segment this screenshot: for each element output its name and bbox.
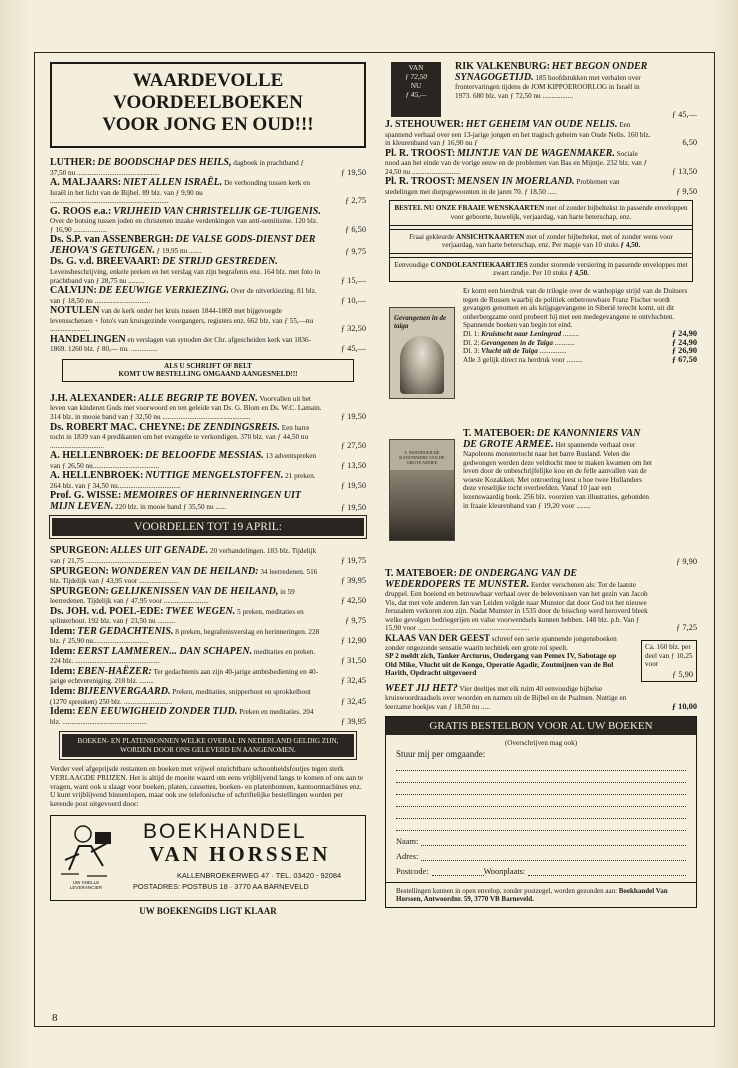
- item-title: DE STRIJD GESTREDEN.: [161, 256, 278, 268]
- item-price: ƒ 9,50: [676, 186, 697, 196]
- book-item: [50, 257, 366, 285]
- item-price: ƒ 12,90: [340, 636, 366, 646]
- item-price: ƒ 9,90: [676, 557, 697, 567]
- item-author: Ds. ROBERT MAC. CHEYNE:: [50, 421, 186, 433]
- row-label: Alle 3 gelijk direct na herdruk voor: [463, 355, 565, 364]
- right-column: [385, 62, 697, 908]
- book-item: [50, 451, 366, 470]
- item-description: dagboek in prachtband ƒ 37,50 nu ..............................................: [50, 159, 305, 177]
- item-title: DE ONDERGANG VAN DE WEDERDOPERS TE MUNSTER.: [385, 568, 578, 590]
- postcode-city-field[interactable]: [396, 861, 686, 876]
- trilogy-price-row: [463, 347, 697, 356]
- wenskaarten-card: [389, 200, 693, 225]
- item-title: WEET JIJ HET?: [385, 682, 458, 694]
- order-line[interactable]: [396, 795, 686, 807]
- card-title: BESTEL NU ONZE FRAAIE WENSKAARTEN: [394, 204, 545, 213]
- item-price: ƒ 19,50: [340, 502, 366, 512]
- item-price: ƒ 19,50: [340, 480, 366, 490]
- row-dots: ...............: [539, 347, 567, 356]
- cover-title: Gevangenen in de taiga: [394, 314, 447, 331]
- item-author: Idem:: [50, 665, 76, 677]
- headline-line-3: VOOR JONG EN OUD!!!: [102, 114, 314, 135]
- item-description: in 59 leerredenen. Tijdelijk van ƒ 47,95 voor .........................: [50, 587, 295, 606]
- call-notice-line-1: ALS U SCHRIJFT OF BELT: [164, 362, 252, 371]
- item-author: Ds. G. v.d. BREEVAART:: [50, 256, 161, 268]
- badge-nu-price: ƒ 45,—: [405, 90, 427, 99]
- book-list-right: [385, 120, 697, 196]
- item-description: Sociale nood aan het einde van de vorige eeuw en de problemen van Bas en Mijntje. 232 blz. van ƒ 24,50 nu ...........................: [385, 149, 648, 176]
- call-notice-line-2: KOMT UW BESTELLING OMGAAND AANGESNELD!!!: [118, 370, 298, 379]
- price-box-price: ƒ 5,90: [672, 669, 693, 679]
- cover-title: T. MATEBOER DE KANONNIERS VAN DE GROTE ARMEE: [399, 450, 445, 466]
- item-author: Prof. G. WISSE:: [50, 490, 122, 502]
- card-lead: Eenvoudige: [394, 260, 429, 269]
- taiga-book-cover: [389, 307, 455, 399]
- book-item: [50, 306, 366, 334]
- left-column: [50, 62, 366, 916]
- april-offer-band: VOORDELEN TOT 19 APRIL:: [50, 516, 366, 538]
- book-list-3: [50, 546, 366, 726]
- item-title: MIJNTJE VAN DE WAGENMAKER.: [457, 147, 615, 159]
- order-form: [385, 716, 697, 909]
- shop-slogan: UW SNELLE LEVERANCIER: [69, 880, 103, 891]
- item-author: SPURGEON:: [50, 585, 109, 597]
- book-item: [50, 707, 366, 726]
- item-title: VRIJHEID VAN CHRISTELIJK GE-TUIGENIS.: [113, 205, 321, 217]
- call-notice-box: [62, 359, 354, 382]
- item-author: SPURGEON:: [50, 545, 109, 557]
- order-line[interactable]: [396, 819, 686, 831]
- item-description: Preken en meditaties. 204 blz. ...............................................: [50, 708, 314, 726]
- item-description: 220 blz. in mooie band ƒ 35,50 nu ......: [115, 502, 227, 511]
- item-author: CALVIJN:: [50, 285, 97, 297]
- item-author: KLAAS VAN DER GEEST: [385, 633, 490, 643]
- address-label: Adres:: [396, 851, 419, 861]
- book-item: [50, 394, 366, 422]
- headline-line-1: WAARDEVOLLE: [132, 70, 284, 91]
- item-price: ƒ 39,95: [340, 576, 366, 585]
- shop-postal-address: POSTADRES: POSTBUS 18 · 3770 AA BARNEVELD: [133, 882, 309, 892]
- item-description: 8 preken, begrafenisverslag en herinneringen. 228 blz. ƒ 25,90 nu...............................: [50, 627, 320, 646]
- item-price: ƒ 19,75: [340, 555, 366, 565]
- shop-name-line-2: VAN HORSSEN: [149, 842, 331, 867]
- book-item: [50, 647, 366, 666]
- name-label: Naam:: [396, 836, 419, 846]
- shop-logo-block: [50, 815, 366, 901]
- item-title: ALLE BEGRIP TE BOVEN.: [138, 392, 258, 404]
- item-title: EEN EEUWIGHEID ZONDER TIJD.: [77, 706, 238, 718]
- row-price: ƒ 26,90: [671, 346, 697, 356]
- item-author: HANDELINGEN: [50, 333, 126, 345]
- item-price: ƒ 39,95: [340, 716, 366, 726]
- headline-line-2: VOORDEELBOEKEN: [113, 92, 303, 113]
- item-author: Idem:: [50, 645, 76, 657]
- book-list-2: [50, 394, 366, 513]
- item-price: ƒ 10,00: [671, 702, 697, 712]
- postcode-label: Postcode:: [396, 866, 429, 876]
- condoleantie-card: [389, 257, 693, 282]
- item-title: BIJEENVERGAARD.: [77, 686, 171, 698]
- item-author: T. MATEBOER:: [463, 428, 535, 440]
- item-price: ƒ 7,25: [676, 623, 697, 633]
- badge-van-label: VAN: [408, 63, 424, 72]
- item-description: 21 preken. 264 blz. van ƒ 34,50 nu...................................: [50, 472, 316, 490]
- kanonniers-book-cover: [389, 439, 455, 541]
- item-title: MENSEN IN MOERLAND.: [457, 176, 575, 188]
- item-author: LUTHER:: [50, 157, 96, 168]
- item-price: ƒ 45,—: [671, 110, 697, 120]
- item-price: ƒ 6,50: [345, 224, 366, 234]
- item-price: ƒ 10,—: [340, 295, 366, 305]
- item-description: Een barre tocht in 1839 van 4 predikanten om het evangelie te verkondigen. 370 blz. van ƒ 44,50 nu ..............................: [50, 423, 310, 450]
- price-box-text: Ca. 160 blz. per deel van ƒ 10,25 voor: [645, 643, 693, 669]
- row-title: Vlucht uit de Taiga: [481, 347, 538, 356]
- order-prompt: Stuur mij per omgaande:: [396, 748, 486, 759]
- series-price-box: [641, 640, 697, 682]
- card-offers: [389, 200, 693, 282]
- row-dots: .........: [566, 355, 583, 364]
- item-description: schreef een serie spannende jongensboeken zonder ongezonde sensatie waarin techniek een grote rol speelt.: [385, 635, 617, 652]
- item-description: van de kerk onder het kruis tussen 1844-1869 met bijgevoegde levensschetsen + foto's van kruisgezinde voorgangers, registers enz. 662 blz. van ƒ 55,—nu ......................: [50, 307, 314, 334]
- item-description: Een spannend verhaal over een 13-jarige jongen en het tragisch geheim van Oude Nelis. 160 blz. in kleurenband van ƒ 16,90 nu ƒ: [385, 121, 651, 148]
- item-title: MEMOIRES OF HERINNERINGEN UIT MIJN LEVEN.: [50, 490, 302, 512]
- item-description: 5 preken, meditaties en splinterhout. 192 blz. van ƒ 23,50 nu ..........: [50, 607, 304, 626]
- trilogy-price-row: [463, 339, 697, 348]
- book-item: [385, 177, 697, 196]
- item-description: Vier deeltjes met elk ruim 40 eenvoudige bijbelse kruiswoordraadsels over woorden en namen uit de Bijbel en de Psalmen. Nuttige en leerzame boekjes van ƒ 18,50 nu .....: [385, 684, 627, 712]
- item-author: A. HELLENBROEK:: [50, 470, 144, 482]
- row-price: ƒ 24,90: [671, 329, 697, 338]
- item-description: Voorvallen uit het leven van kinderen Gods met voorwoord en ten geleide van Ds. G. Blom en Ds. W.C. Lamain. 314 blz. in mooie band van ƒ 32,50 nu .................................................: [50, 394, 322, 421]
- item-description: 34 leerredenen. 516 blz. Tijdelijk van ƒ 43,95 voor ......................: [50, 567, 318, 585]
- item-author: Idem:: [50, 706, 76, 718]
- headline-box: [50, 62, 366, 148]
- book-item: [50, 207, 366, 235]
- item-price: ƒ 31,50: [340, 656, 366, 666]
- order-line[interactable]: [396, 771, 686, 783]
- order-form-footer: [386, 882, 696, 908]
- order-line[interactable]: [396, 759, 686, 771]
- book-item: [50, 423, 366, 451]
- item-price: ƒ 9,75: [345, 616, 366, 626]
- book-item: [50, 471, 366, 490]
- item-author: Ds. JOH. v.d. POEL-EDE:: [50, 605, 164, 617]
- item-price: 6,50: [682, 138, 697, 148]
- book-token-band: BOEKEN- EN PLATENBONNEN WELKE OVERAL IN NEDERLAND GELDIG ZIJN, WORDEN DOOR ONS GELEVERD EN AANGENOMEN.: [60, 732, 356, 759]
- address-field[interactable]: [396, 846, 686, 861]
- order-line[interactable]: [396, 807, 686, 819]
- shop-address: KALLENBROEKERWEG 47 · TEL. 03420 - 92084: [177, 871, 342, 881]
- weet-jij-het-offer: [385, 684, 697, 712]
- card-lead: Fraai gekleurde: [409, 232, 455, 241]
- badge-nu-label: NU: [410, 81, 422, 90]
- item-description: Over de botsing tussen joden en christenen inzake verdenkingen van anti-semitisme. 120 blz. ƒ 16,90 ...................: [50, 217, 318, 234]
- item-title: DE KANONNIERS VAN DE GROTE ARMEE.: [463, 428, 641, 450]
- item-title: DE BOODSCHAP DES HEILS,: [97, 157, 232, 168]
- item-author: A. MALJAARS:: [50, 177, 122, 189]
- footer-text: Bestellingen kunnen in open envelop, zonder postzegel, worden gezonden aan:: [396, 886, 618, 895]
- item-description: meditaties en preken. 224 blz. ...............................................: [50, 647, 316, 666]
- card-title: CONDOLEANTIEKAARTJES: [430, 260, 528, 269]
- item-price: ƒ 45,—: [340, 344, 366, 354]
- item-title: EBEN-HAËZER:: [77, 665, 152, 677]
- item-price: ƒ 13,50: [671, 166, 697, 176]
- item-author: Idem:: [50, 686, 76, 698]
- row-price: ƒ 67,50: [671, 354, 697, 364]
- cover-figure-image: [400, 336, 444, 394]
- item-author: Ds. S.P. van ASSENBERGH:: [50, 234, 174, 246]
- row-title: Gevangenen in de Taiga: [481, 338, 553, 347]
- book-list-1: [50, 158, 366, 354]
- munster-offer: [385, 569, 697, 633]
- item-description: Ter gedachtenis aan zijn 40-jarige ambtsbediening en 40-jarige echtvereniging. 218 blz. ........: [50, 667, 319, 686]
- item-title: DE VALSE GODS-DIENST DER JEHOVA'S GETUIGEN.: [50, 234, 316, 256]
- item-description: Preken, meditaties, snipperhout en sprokkelhout (1270 spreuken) 250 blz. ...........................: [50, 688, 311, 706]
- item-title: TWEE WEGEN.: [165, 605, 236, 617]
- trilogy-price-row: [463, 330, 697, 339]
- item-price: ƒ 42,50: [340, 596, 366, 606]
- item-price: ƒ 27,50: [340, 440, 366, 450]
- delivery-man-icon: [57, 820, 117, 880]
- book-item: [385, 120, 697, 148]
- item-author: J.H. ALEXANDER:: [50, 392, 137, 404]
- item-price: ƒ 2,75: [345, 196, 366, 206]
- item-title: HET BEGON ONDER SYNAGOGETIJD.: [455, 61, 648, 83]
- book-item: [50, 607, 366, 626]
- catalogue-ready-line: UW BOEKENGIDS LIGT KLAAR: [139, 906, 277, 917]
- item-description: Over de uitverkiezing. 81 blz. van ƒ 18,50 nu ...............................: [50, 287, 317, 305]
- item-price: ƒ 32,45: [340, 696, 366, 706]
- trilogy-price-list: [463, 330, 697, 364]
- item-title: EERST LAMMEREN... DAN SCHAPEN.: [77, 645, 253, 657]
- item-author: Pl. R. TROOST:: [385, 147, 456, 159]
- book-item: [50, 567, 366, 586]
- card-text: met of zonder bijbeltekst, met of zonder wens voor verjaardag, van harte beterschap, enz. Per mapje van 10 stuks: [441, 232, 673, 250]
- book-item: [50, 178, 366, 206]
- book-item: [50, 335, 366, 354]
- shop-name-line-1: BOEKHANDEL: [143, 820, 307, 844]
- item-description: ƒ 19,95 nu .......: [156, 246, 202, 255]
- item-title: ALLES UIT GENADE.: [110, 545, 209, 557]
- item-author: RIK VALKENBURG:: [455, 61, 550, 72]
- row-label: Dl. 2:: [463, 338, 480, 347]
- item-title: DE BELOOFDE MESSIAS.: [145, 450, 264, 462]
- item-author: T. MATEBOER:: [385, 568, 457, 580]
- row-dots: ...........: [554, 338, 575, 347]
- price-badge: [391, 62, 441, 117]
- item-description: Levensbeschrijving, enkele preken en het verslag van zijn begrafenis enz. 164 blz. met foto in prachtband van ƒ 28,75 nu .........: [50, 267, 321, 285]
- book-item: [50, 687, 366, 706]
- item-price: ƒ 9,75: [345, 246, 366, 256]
- item-description: en verslagen van synoden der Chr. afgescheiden kerk van 1836-1869. 1260 blz. ƒ 80,— nu. ...............: [50, 335, 311, 354]
- item-description: Het spannende verhaal over Napoleons monstertocht naar het barre Rusland. Velen die gedwongen werden deze veldtocht mee te maken kwamen om het leven door de onbeschrijfelijke kou en de felle aanvallen van de woeste Kozakken. Met ontroering leest u hoe twee Hollanders deze vreselijke tocht overleefden. Vanaf 10 jaar een lezenswaardig boek. 256 blz. voorzien van illustraties, gebonden in fraaie kleurenband van ƒ 19,20 voor ........: [463, 440, 652, 510]
- name-field[interactable]: [396, 831, 686, 846]
- card-text: met of zonder bijbeltekst in passende enveloppen voor geboorte, huwelijk, verjaardag, van harte beterschap, enz.: [450, 204, 688, 222]
- trilogy-price-row: [463, 356, 697, 365]
- item-title: DE EEUWIGE VERKIEZING.: [98, 285, 229, 297]
- item-description: 185 hoofdstukken met verhalen over frontervaringen tijdens de JOM KIPPOEROORLOG in Israël in 1973. 680 blz. van ƒ 72,50 nu .................: [455, 73, 641, 100]
- item-author: Idem:: [50, 625, 76, 637]
- item-title: DE ZENDINGSREIS.: [187, 421, 280, 433]
- klaas-vd-geest-offer: [385, 634, 697, 678]
- card-price: ƒ 4,50.: [569, 269, 589, 278]
- item-title: HET GEHEIM VAN OUDE NELIS.: [465, 119, 618, 130]
- badge-van-price: ƒ 72,50: [405, 72, 427, 81]
- item-title: GELIJKENISSEN VAN DE HEILAND,: [110, 585, 279, 597]
- item-description: 13 adventspreken van ƒ 26,50 nu.....................................: [50, 452, 317, 470]
- item-title: NUTTIGE MENGELSTOFFEN.: [145, 470, 284, 482]
- book-item: [50, 158, 366, 177]
- book-item: [50, 587, 366, 606]
- card-text: zonder storende versiering in passende enveloppes met zwart randje. Per 10 stuks: [492, 260, 688, 278]
- item-price: ƒ 32,50: [340, 324, 366, 334]
- row-title: Kruistocht naar Leningrad: [481, 330, 562, 338]
- item-title: NIET ALLEN ISRAËL.: [122, 177, 223, 189]
- item-price: ƒ 19,50: [340, 167, 366, 177]
- taiga-trilogy: [385, 287, 697, 429]
- closing-text: Verder veel afgeprijsde restanten en boeken met vrijwel onzichtbare schoonheidsfoutjes tegen sterk VERLAAGDE PRIJZEN. Het is altijd de moeite waard om eens vrijblijvend langs te komen of ons aan te vragen, want ook u slaagt voor boeken, platen, cassettes, boeken- en platenbonnen, kantoormachines enz. U kunt vrijblijvend binnenlopen, maar ook uw telefonische of schriftelijke bestellingen worden per kerende post uitgevoerd door:: [50, 764, 364, 809]
- item-description: De verhouding tussen kerk en Israël in het licht van de Bijbel. 89 blz. van ƒ 9,90 nu ..................................................................: [50, 179, 310, 206]
- row-price: ƒ 24,90: [671, 337, 697, 347]
- item-description: Eerder verschenen als: Tot de laatste druppel. Een boeiend en betrouwbaar verhaal over de belevenissen van het gezin van Jacob Vis, dat met vele anderen Jan van Leiden volgde naar Munster dat door God tot het nieuwe Jeruzalem verkoren zou zijn. Nadat Munster in 1535 door de bisschop werd heroverd bleek welke gevolgen bedriegerijen en valse voorwendsels kunnen hebben. 148 blz. p.b. Van ƒ 15,90 voor ..............................................................: [385, 580, 648, 633]
- kanonniers-offer: [385, 429, 697, 569]
- city-label: Woonplaats:: [483, 866, 526, 876]
- item-author: A. HELLENBROEK:: [50, 450, 144, 462]
- item-title: TER GEDACHTENIS.: [77, 625, 174, 637]
- item-author: J. STEHOUWER:: [385, 119, 464, 130]
- book-item: [50, 286, 366, 305]
- footer-address: Boekhandel Van Horssen, Antwoordnr. 59, 3770 VB Barneveld.: [396, 886, 668, 903]
- book-item: [50, 667, 366, 686]
- cover-battle-image: [390, 470, 454, 540]
- card-title: ANSICHTKAARTEN: [455, 232, 525, 241]
- page-number: 8: [52, 1012, 58, 1024]
- trilogy-description: Er komt een hierdruk van de trilogie over de wanhopige strijd van de Duitsers tegen de Russen waarbij de politiek onbetrouwbare Franz Fischer wordt gevangen genomen en als krijgsgevangene in Siberië terecht komt, uit dit onherbergzame oord probeert hij met een medegevangene te ontvluchten. Spannende boeken van begin tot eind.: [463, 287, 688, 330]
- item-price: ƒ 15,—: [340, 275, 366, 285]
- item-price: ƒ 32,45: [340, 676, 366, 686]
- valkenburg-offer: [385, 62, 697, 120]
- item-author: NOTULEN: [50, 305, 100, 317]
- copy-note: (Overschrijven mag ook): [504, 738, 578, 747]
- order-line[interactable]: [396, 783, 686, 795]
- item-description: 20 verhandelingen. 183 blz. Tijdelijk van ƒ 21,75 ..........................................: [50, 547, 317, 565]
- book-item: [50, 491, 366, 512]
- item-author: SPURGEON:: [50, 565, 109, 577]
- card-price: ƒ 4,50.: [620, 241, 641, 250]
- book-item: [50, 627, 366, 646]
- row-dots: .........: [562, 330, 580, 338]
- book-item: [50, 546, 366, 565]
- row-label: Dl. 1:: [463, 330, 480, 338]
- series-titles: SP 2 meldt zich, Tanker Arcturus, Ondergang van Pemex IV, Sabotage op Old Mike, Vlucht uit de Kongo, Operatie Agadir, Zoutmijnen van de Bol Harith, Opdracht uitgevoerd: [385, 651, 617, 678]
- item-title: WONDEREN VAN DE HEILAND:: [110, 565, 259, 577]
- book-item: [385, 149, 697, 177]
- ansichtkaarten-card: [389, 229, 693, 254]
- item-price: ƒ 13,50: [340, 460, 366, 470]
- row-label: Dl. 3:: [463, 347, 480, 356]
- item-description: Problemen van stedelingen met dorpsgewoonten in de jaren 70. ƒ 18,50 .....: [385, 178, 620, 196]
- order-form-header: GRATIS BESTELBON VOOR AL UW BOEKEN: [386, 717, 696, 735]
- item-price: ƒ 19,50: [340, 411, 366, 421]
- item-author: G. ROOS e.a.:: [50, 205, 112, 217]
- item-author: Pl. R. TROOST:: [385, 176, 456, 188]
- book-item: [50, 235, 366, 256]
